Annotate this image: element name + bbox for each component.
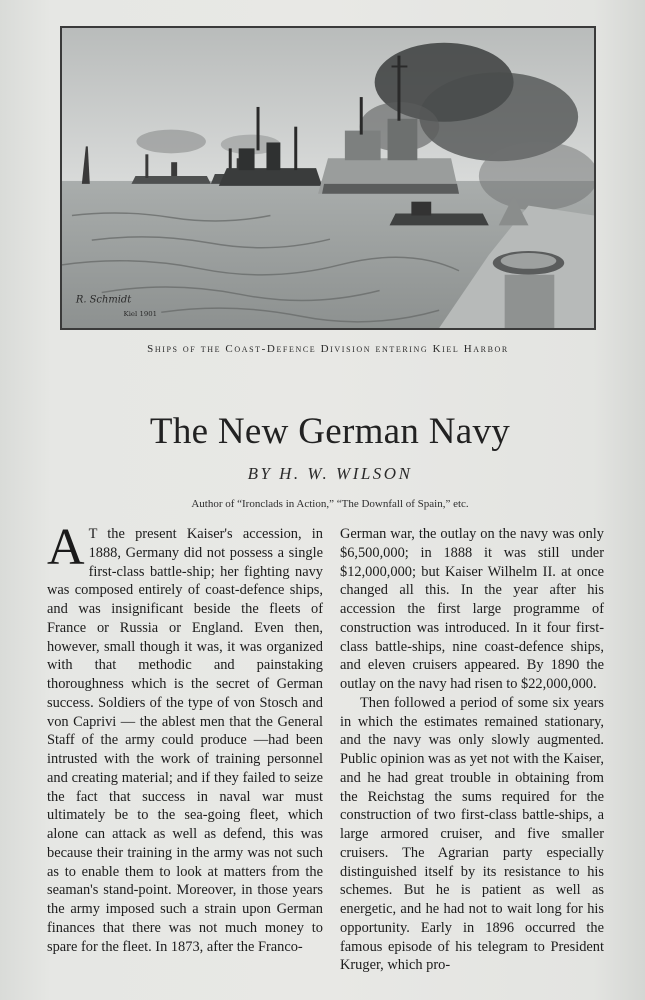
article-paragraph: [47, 519, 323, 956]
article-column-left: [47, 519, 323, 956]
warships-drawing: [62, 28, 594, 328]
author-note: Author of “Ironclads in Action,” “The Downfall of Spain,” etc.: [191, 498, 469, 510]
article-byline: BY H. W. WILSON: [247, 464, 413, 483]
article-title: The New German Navy: [149, 411, 511, 452]
illustration-caption: Ships of the Coast-Defence Division entering Kiel Harbor: [147, 343, 509, 355]
illustration-signature: R. Schmidt: [75, 294, 132, 306]
article-paragraph: Then followed a period of some six years in which the estimates remained stationary, and the navy was only slowly augmented. Public opinion was as yet not with the Kaiser, and he had great trouble in obtaining from the Reichstag the sums required for the construction of two first-class battle-ships, a large armored cruiser, and five smaller cruisers. The Agrarian party especially distinguished itself by its resistance to his schemes. But he is patient as well as energetic, and he had not to wait long for his opportunity. Early in 1896 occurred the famous episode of his telegram to President Kruger, which pro-: [340, 694, 604, 974]
warships-illustration: [60, 26, 596, 330]
article-column-right: [340, 525, 604, 975]
article-paragraph: German war, the outlay on the navy was only $6,500,000; in 1888 it was still under $12,000,000; but Kaiser Wilhelm II. at once changed all this. In the year after his accession the first large programme of construction was introduced. In it four first-class battle-ships, nine coast-defence ships, and eleven cruisers appeared. By 1890 the outlay on the navy had risen to $22,000,000.: [340, 526, 604, 692]
illustration-signature-year: Kiel 1901: [123, 310, 158, 319]
paragraph-text: T the present Kaiser's accession, in 1888, Germany did not possess a single first-class battle-ship; her fighting navy was composed entirely of coast-defence ships, and was insignificant beside the fleets of France or Russia or England. Even then, however, small though it was, it was organized with that methodic and painstaking thoroughness which is the secret of German success. Soldiers of the type of von Stosch and von Caprivi — the ablest men that the General Staff of the army could produce —had been intrusted with the work of training personnel and creating material; and if they failed to seize the fact that success in naval war must ultimately be to the sea-going fleet, which alone can attack as well as defend, this was because their training in the army was not such as to enable them to look at matters from the seaman's stand-point. Moreover, in those years the army imposed such a strain upon German finances that there was not much money to spare for the fleet. In 1873, after the Franco-: [47, 526, 323, 955]
drop-cap: A: [47, 519, 85, 576]
